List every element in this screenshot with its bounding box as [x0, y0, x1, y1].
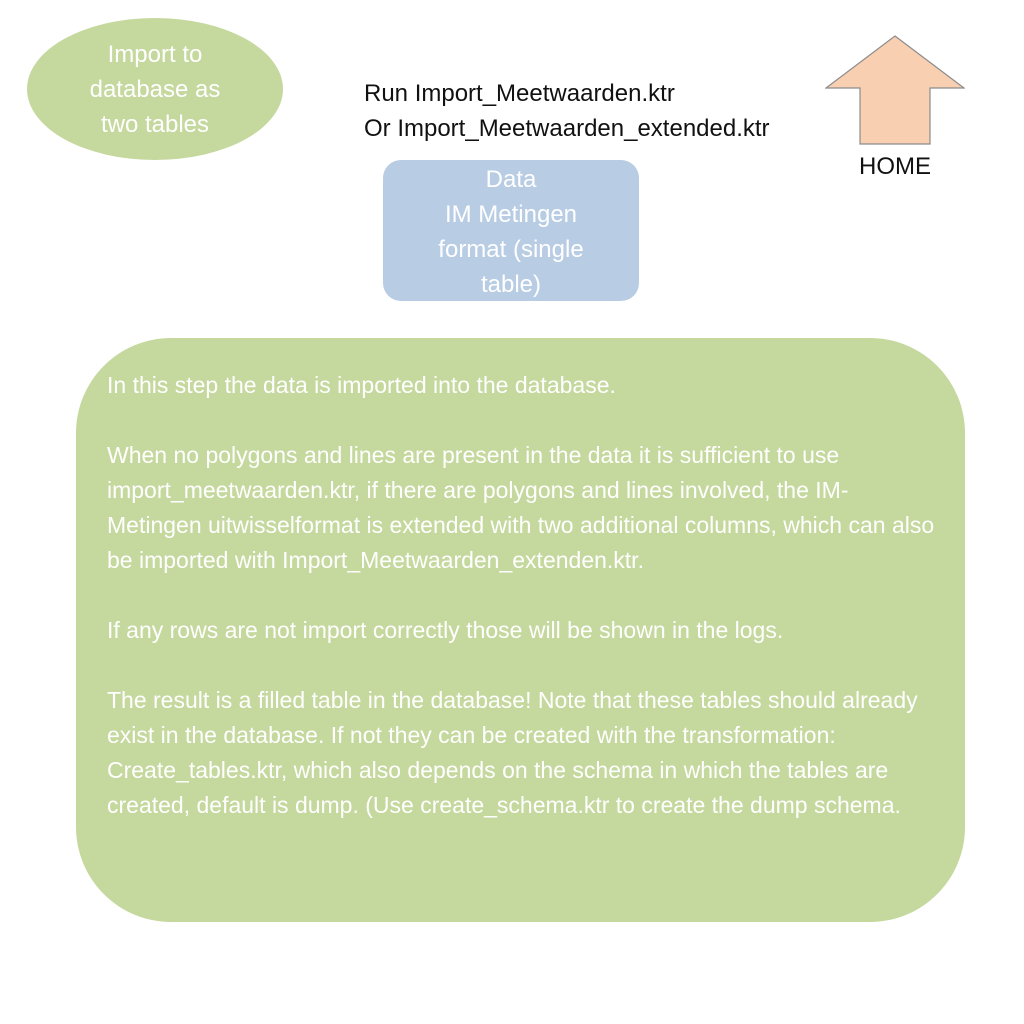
- run-instruction-line-2: Or Import_Meetwaarden_extended.ktr: [364, 115, 770, 142]
- run-instruction-line-1: Run Import_Meetwaarden.ktr: [364, 80, 675, 107]
- description-panel: [76, 338, 965, 922]
- up-arrow-shape[interactable]: [826, 36, 964, 144]
- data-format-box: [383, 160, 639, 301]
- home-link[interactable]: HOME: [859, 153, 931, 180]
- description-text: [107, 368, 937, 858]
- description-paragraph-2: When no polygons and lines are present in the data it is sufficient to use import_meetwaarden.ktr, if there are polygons and lines involved, the IM-Metingen uitwisselformat is extended with two additional columns, which can also be imported with Import_Meetwaarden_extenden.ktr.: [107, 442, 935, 573]
- description-paragraph-3: If any rows are not import correctly those will be shown in the logs.: [107, 617, 784, 643]
- import-step-label: Import to database as two tables: [89, 40, 221, 138]
- home-up-arrow-icon[interactable]: [825, 35, 965, 145]
- import-step-ellipse: [27, 18, 283, 160]
- run-instructions: [364, 76, 864, 146]
- description-paragraph-1: In this step the data is imported into the database.: [107, 372, 616, 398]
- up-arrow-icon[interactable]: [825, 35, 965, 145]
- data-format-label: Data IM Metingen format (single table): [438, 166, 584, 298]
- description-paragraph-4: The result is a filled table in the database! Note that these tables should already exist in the database. If not they can be created with the transformation: Create_tables.ktr, which also depends on the schema in which the tables are created, default is dump. (Use create_schema.ktr to create the dump schema.: [107, 687, 918, 818]
